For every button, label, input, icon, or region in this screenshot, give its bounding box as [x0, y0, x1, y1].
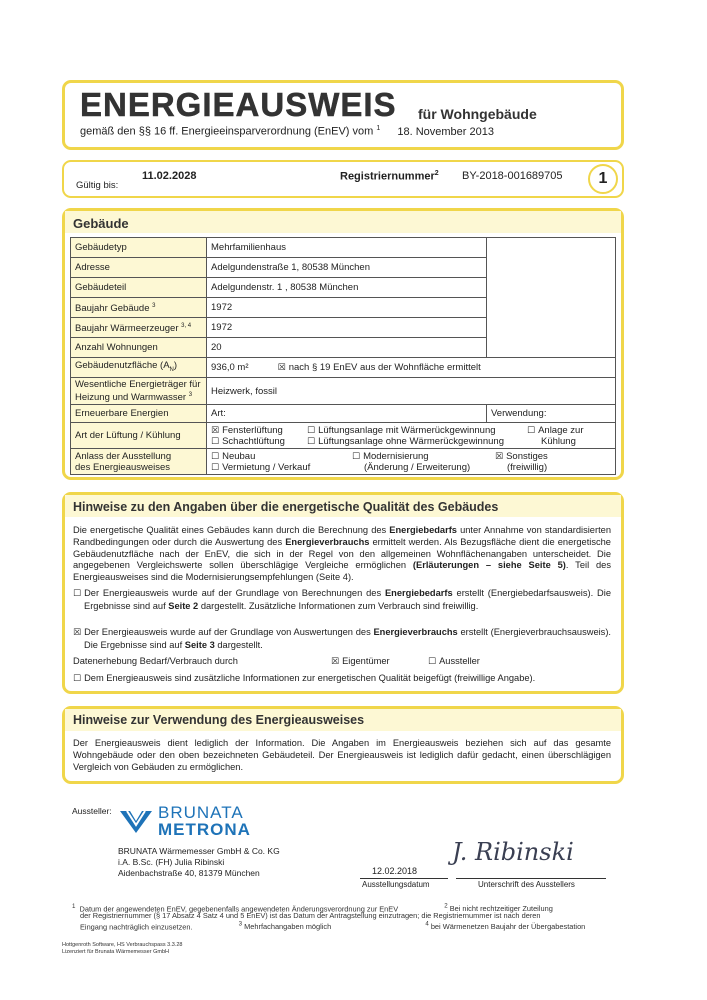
logo-text-top: BRUNATA: [158, 803, 244, 822]
row-label: Adresse: [71, 258, 207, 278]
hints-option-consumption: ☒ Der Energieausweis wurde auf der Grundlage von Auswertungen des Energieverbrauchs erstellt (Energieverbrauchsausweis). Die Ergebnisse sind auf Seite 3 dargestellt.: [73, 627, 612, 650]
valid-until-date: 11.02.2028: [142, 170, 197, 182]
row-label: Gebäudetyp: [71, 238, 207, 258]
table-row: [71, 358, 616, 378]
hints-section-title: Hinweise zu den Angaben über die energetische Qualität des Gebäudes: [73, 500, 499, 514]
data-issuer-option[interactable]: ☐ Aussteller: [428, 656, 480, 667]
renewable-use: Verwendung:: [487, 405, 616, 423]
renewable-type: Art:: [207, 405, 487, 423]
document-subtitle: gemäß den §§ 16 ff. Energieeinsparverordnung (EnEV) vom $^1$ 18. November 2013: [80, 125, 494, 138]
registration-number: BY-2018-001689705: [462, 170, 563, 182]
reason-other-note: (freiwillig): [507, 462, 548, 474]
vent-shaft[interactable]: ☐ Schachtlüftung: [211, 436, 285, 448]
footnote-2: der Registriernummer (§ 17 Absatz 4 Satz 4 und 5 EnEV) ist das Datum der Antragstellung einzutragen; die Registriernummer ist nach deren: [80, 911, 541, 920]
page-number-badge: 1: [588, 164, 618, 194]
table-row: [71, 449, 616, 475]
vent-cooling[interactable]: ☐ Anlage zur: [527, 425, 584, 437]
registration-label: Registriernummer$^2$: [340, 170, 439, 183]
table-row: [71, 405, 616, 423]
reason-new[interactable]: ☐ Neubau: [211, 451, 256, 463]
footnote-3: Eingang nachträglich einzusetzen. $^3$ Mehrfachangaben möglich $^4$ bei Wärmenetzen Baujahr der Übergabestation: [80, 921, 586, 932]
brunata-logo-icon: [118, 805, 154, 835]
row-label: Gebäudeteil: [71, 278, 207, 298]
building-table: [70, 237, 616, 475]
usage-section-title: Hinweise zur Verwendung des Energieausweises: [73, 713, 365, 727]
data-owner-option[interactable]: ☒ Eigentümer: [331, 656, 390, 667]
row-value: Mehrfamilienhaus: [207, 238, 487, 258]
row-value: 1972: [207, 318, 487, 338]
building-section-title: Gebäude: [73, 216, 129, 231]
consumption-checkbox[interactable]: ☒: [73, 628, 82, 638]
reason-modernisation[interactable]: ☐ Modernisierung: [352, 451, 429, 463]
hints-option-demand: ☐ Der Energieausweis wurde auf der Grundlage von Berechnungen des Energiebedarfs erstellt (Energiebedarfsausweis). Die Ergebnisse sind auf Seite 2 dargestellt. Zusätzliche Informationen zum Verbrauch sind freiwillig.: [73, 588, 611, 611]
software-note-2: Lizenziert für Brunata Wärmemesser GmbH: [62, 949, 169, 955]
footnote-1: $^1$ Datum der angewendeten EnEV, gegebenenfalls angewendeten Änderungsverordnung zur EnEV $^2$ Bei nicht rechtzeitiger Zuteilung: [72, 903, 553, 914]
data-collection-label: Datenerhebung Bedarf/Verbrauch durch: [73, 656, 238, 666]
vent-cooling-label: Kühlung: [541, 436, 576, 448]
energy-label: Wesentliche Energieträger für Heizung und Warmwasser $^3$: [71, 378, 207, 405]
row-label: Baujahr Gebäude $^3$: [71, 298, 207, 318]
issuer-address: Aidenbachstraße 40, 81379 München: [118, 868, 260, 878]
reason-modernisation-note: (Änderung / Erweiterung): [364, 462, 471, 474]
row-value: 20: [207, 338, 487, 358]
ventilation-options: [207, 423, 616, 449]
reason-other[interactable]: ☒ Sonstiges: [495, 451, 548, 463]
issue-date: 12.02.2018: [372, 866, 418, 876]
vent-with-recovery[interactable]: ☐ Lüftungsanlage mit Wärmerückgewinnung: [307, 425, 496, 437]
building-section-header: [65, 211, 621, 233]
reason-rent[interactable]: ☐ Vermietung / Verkauf: [211, 462, 311, 474]
table-row: [71, 378, 616, 405]
row-value: 1972: [207, 298, 487, 318]
signature-rule: [456, 878, 606, 879]
signature-label: Unterschrift des Ausstellers: [478, 880, 575, 889]
row-value: Adelgundenstr. 1 , 80538 München: [207, 278, 487, 298]
demand-checkbox[interactable]: ☐: [73, 589, 82, 599]
energy-value: Heizwerk, fossil: [207, 378, 616, 405]
issuer-company: BRUNATA Wärmemesser GmbH & Co. KG: [118, 846, 280, 856]
hints-intro: Die energetische Qualität eines Gebäudes kann durch die Berechnung des Energiebedarfs unter Annahme von standardisierten Randbedingungen oder durch die Auswertung des Energieverbrauchs ermittelt werden. Als Bezugsfläche dient die energetische Gebäudenutzfläche nach der EnEV, die sich in der Regel von den allgemeinen Wohnflächenangaben unterscheidet. Die angegebenen Vergleichswerte sollen überschlägige Vergleiche ermöglichen (Erläuterungen – siehe Seite 5). Teil des Energieausweises sind die Modernisierungsempfehlungen (Seite 4).: [73, 525, 611, 583]
issue-date-label: Ausstellungsdatum: [362, 880, 430, 889]
issuer-label: Aussteller:: [72, 806, 112, 816]
area-value: 936,0 m² ☒ nach § 19 EnEV aus der Wohnfläche ermittelt: [207, 358, 616, 378]
issuer-person: i.A. B.Sc. (FH) Julia Ribinski: [118, 857, 225, 867]
reason-label: Anlass der Ausstellung des Energieausweises: [71, 449, 207, 475]
renewable-label: Erneuerbare Energien: [71, 405, 207, 423]
reason-options: [207, 449, 616, 475]
row-label: Baujahr Wärmeerzeuger $^{3, 4}$: [71, 318, 207, 338]
document-title: ENERGIEAUSWEIS: [80, 86, 397, 123]
document-title-suffix: für Wohngebäude: [418, 106, 537, 122]
photo-area: [487, 238, 616, 358]
valid-until-label: Gültig bis:: [76, 180, 119, 191]
logo-text-bottom: METRONA: [158, 820, 251, 839]
row-value: Adelgundenstraße 1, 80538 München: [207, 258, 487, 278]
software-note-1: Hottgenroth Software, HS Verbrauchspass 3.3.28: [62, 942, 183, 948]
brunata-logo: [118, 803, 278, 841]
table-row: [71, 423, 616, 449]
issue-date-rule: [360, 878, 448, 879]
ventilation-label: Art der Lüftung / Kühlung: [71, 423, 207, 449]
area-note-checkbox[interactable]: ☒: [277, 362, 286, 373]
table-row: [71, 238, 616, 258]
extra-info-option[interactable]: ☐ Dem Energieausweis sind zusätzliche Informationen zur energetischen Qualität beigefügt (freiwillige Angabe).: [73, 673, 536, 684]
vent-without-recovery[interactable]: ☐ Lüftungsanlage ohne Wärmerückgewinnung: [307, 436, 504, 448]
signature: J. Ribinski: [452, 838, 574, 866]
vent-window[interactable]: ☒ Fensterlüftung: [211, 425, 283, 437]
row-label: Anzahl Wohnungen: [71, 338, 207, 358]
usage-text: Der Energieausweis dient lediglich der Information. Die Angaben im Energieausweis beziehen sich auf das gesamte Wohngebäude oder den oben bezeichneten Gebäudeteil. Der Energieausweis ist lediglich dafür gedacht, einen überschlägigen Vergleich von Gebäuden zu ermöglichen.: [73, 738, 611, 772]
area-label: Gebäudenutzfläche $(A_N)$: [71, 358, 207, 378]
